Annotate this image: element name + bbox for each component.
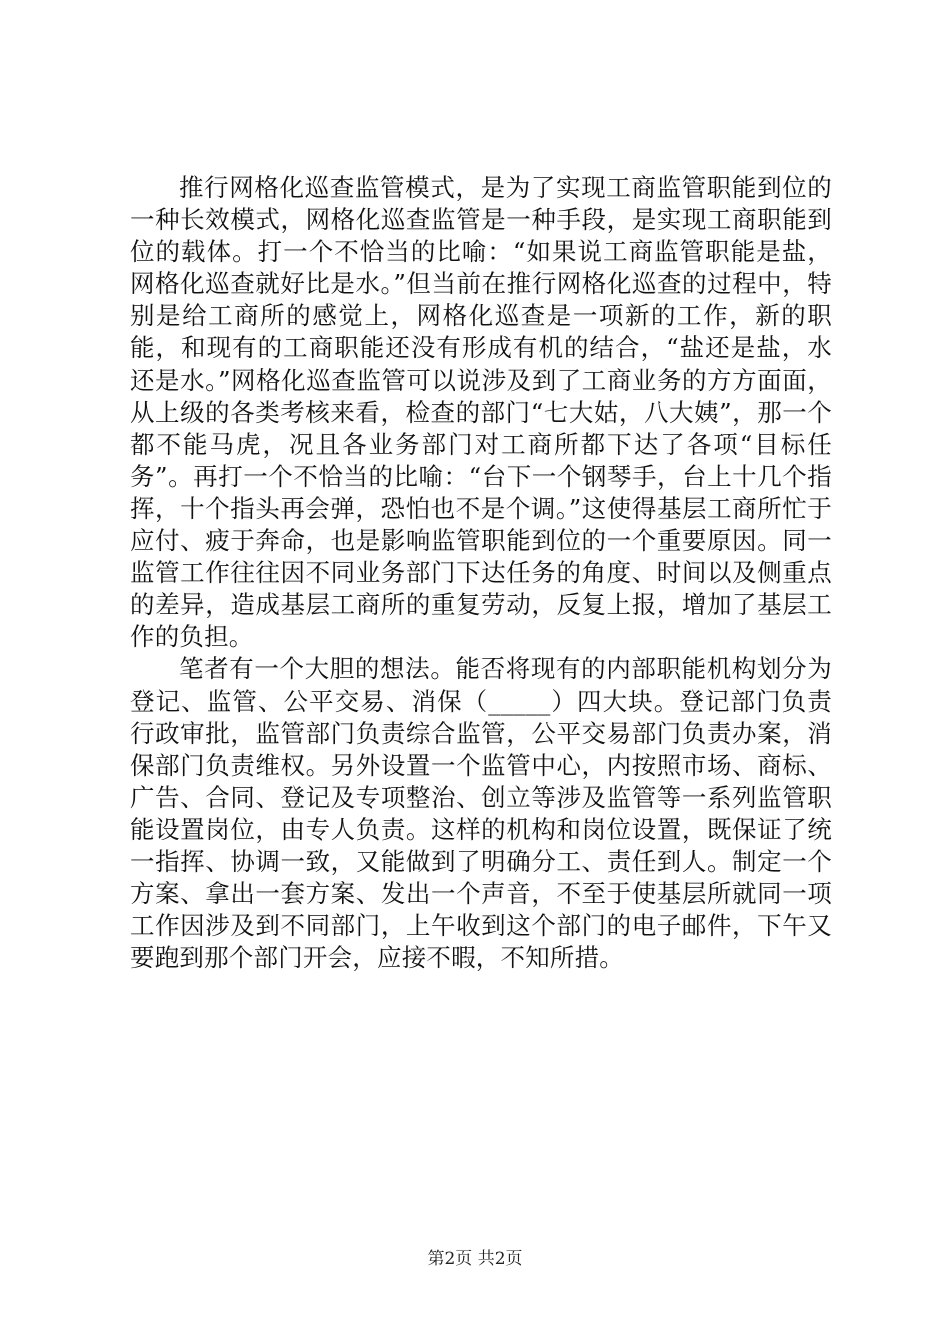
paragraph-2: 笔者有一个大胆的想法。能否将现有的内部职能机构划分为登记、监管、公平交易、消保（_____）四大块。登记部门负责行政审批，监管部门负责综合监管，公平交易部门负责办案，消保部门负责维权。另外设置一个监管中心，内按照市场、商标、广告、合同、登记及专项整治、创立等涉及监管等一系列监管职能设置岗位，由专人负责。这样的机构和岗位设置，既保证了统一指挥、协调一致，又能做到了明确分工、责任到人。制定一个方案、拿出一套方案、发出一个声音，不至于使基层所就同一项工作因涉及到不同部门，上午收到这个部门的电子邮件，下午又要跑到那个部门开会，应接不暇，不知所措。 [130,654,832,973]
paragraph-1: 推行网格化巡查监管模式，是为了实现工商监管职能到位的一种长效模式，网格化巡查监管是一种手段，是实现工商职能到位的载体。打一个不恰当的比喻：“如果说工商监管职能是盐，网格化巡查就好比是水。”但当前在推行网格化巡查的过程中，特别是给工商所的感觉上，网格化巡查是一项新的工作，新的职能，和现有的工商职能还没有形成有机的结合，“盐还是盐，水还是水。”网格化巡查监管可以说涉及到了工商业务的方方面面，从上级的各类考核来看，检查的部门“七大姑，八大姨”，那一个都不能马虎，况且各业务部门对工商所都下达了各项“目标任务”。再打一个不恰当的比喻：“台下一个钢琴手，台上十几个指挥，十个指头再会弹，恐怕也不是个调。”这使得基层工商所忙于应付、疲于奔命，也是影响监管职能到位的一个重要原因。同一监管工作往往因不同业务部门下达任务的角度、时间以及侧重点的差异，造成基层工商所的重复劳动，反复上报，增加了基层工作的负担。 [130,173,832,652]
page-footer: 第2页 共2页 [427,1249,523,1269]
document-body [130,172,832,974]
